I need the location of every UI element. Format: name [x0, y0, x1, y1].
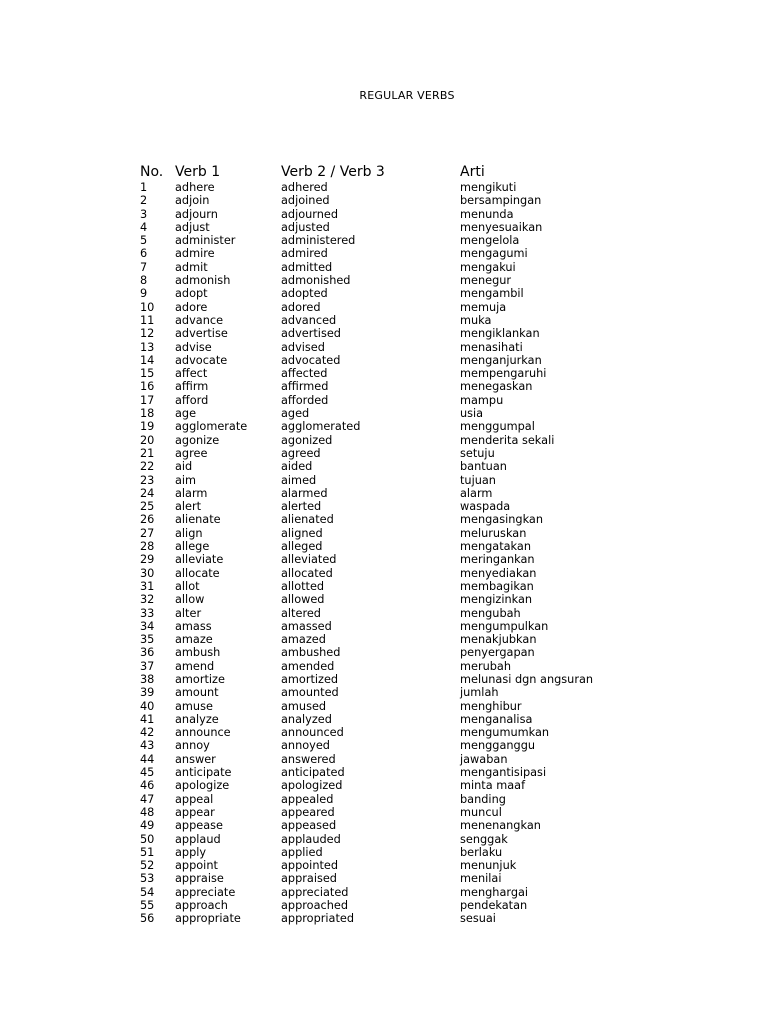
arti-cell: menunjuk — [460, 859, 517, 873]
arti-cell: mengambil — [460, 287, 524, 301]
verb1-cell: amend — [175, 659, 215, 673]
arti-cell: mempengaruhi — [460, 367, 547, 381]
row-number: 18 — [140, 407, 155, 421]
verb2-verb3-cell: aided — [281, 460, 313, 474]
row-number: 52 — [140, 859, 155, 873]
row-number: 41 — [140, 712, 155, 726]
row-number: 16 — [140, 380, 155, 394]
row-number: 51 — [140, 845, 155, 859]
verb2-verb3-cell: alarmed — [281, 486, 328, 500]
verb2-verb3-cell: ambushed — [281, 646, 341, 660]
row-number: 40 — [140, 699, 155, 713]
verb1-cell: alienate — [175, 513, 221, 527]
row-number: 5 — [140, 234, 148, 248]
verb1-cell: applaud — [175, 832, 221, 846]
row-number: 31 — [140, 579, 155, 593]
row-number: 32 — [140, 593, 155, 607]
arti-cell: sesuai — [460, 912, 496, 926]
verb1-cell: adhere — [175, 181, 215, 194]
verb2-verb3-cell: aged — [281, 407, 310, 421]
verb2-verb3-cell: amounted — [281, 686, 339, 700]
arti-cell: membagikan — [460, 579, 534, 593]
row-number: 29 — [140, 553, 155, 567]
verb1-cell: advance — [175, 313, 224, 327]
row-number: 35 — [140, 633, 155, 647]
row-number: 9 — [140, 287, 148, 301]
verb2-verb3-cell: appointed — [281, 859, 339, 873]
arti-cell: mengelola — [460, 234, 520, 248]
row-number: 20 — [140, 433, 155, 447]
verb2-verb3-cell: annoyed — [281, 739, 330, 753]
row-number: 28 — [140, 540, 155, 554]
arti-cell: mampu — [460, 393, 504, 407]
verb2-verb3-cell: agglomerated — [281, 420, 361, 434]
arti-cell: meringankan — [460, 553, 535, 567]
verb2-verb3-cell: amazed — [281, 633, 326, 647]
verb1-cell: allocate — [175, 566, 220, 580]
verb1-cell: allot — [175, 579, 200, 593]
verb1-cell: admonish — [175, 274, 231, 288]
verb2-verb3-cell: agonized — [281, 433, 333, 447]
verb1-cell: align — [175, 526, 203, 540]
row-number: 37 — [140, 659, 155, 673]
row-number: 15 — [140, 367, 155, 381]
verb2-verb3-cell: amortized — [281, 672, 339, 686]
row-number: 38 — [140, 672, 155, 686]
arti-cell: penyergapan — [460, 646, 535, 660]
row-number: 4 — [140, 220, 148, 234]
verb1-cell: anticipate — [175, 766, 232, 780]
verb1-cell: age — [175, 407, 197, 421]
verb1-cell: adjourn — [175, 207, 218, 221]
row-number: 23 — [140, 473, 155, 487]
row-number: 27 — [140, 526, 155, 540]
verb1-cell: amuse — [175, 699, 213, 713]
arti-cell: menenangkan — [460, 819, 541, 833]
verb1-cell: appropriate — [175, 912, 241, 926]
verb2-verb3-cell: advertised — [281, 327, 341, 341]
arti-cell: menyesuaikan — [460, 220, 543, 234]
verb2-verb3-cell: amended — [281, 659, 335, 673]
row-number: 6 — [140, 247, 148, 261]
row-number: 55 — [140, 899, 155, 913]
verb1-cell: ambush — [175, 646, 221, 660]
verb2-verb3-cell: admired — [281, 247, 328, 261]
arti-cell: jawaban — [460, 752, 508, 766]
verb2-verb3-cell: altered — [281, 606, 321, 620]
arti-cell: merubah — [460, 659, 512, 673]
verb1-cell: answer — [175, 752, 216, 766]
row-number: 44 — [140, 752, 155, 766]
verb1-cell: alter — [175, 606, 202, 620]
verb1-cell: admire — [175, 247, 215, 261]
verb1-cell: affirm — [175, 380, 209, 394]
verb1-cell: adjoin — [175, 194, 210, 208]
verb1-cell: agree — [175, 446, 208, 460]
verb1-cell: alarm — [175, 486, 208, 500]
verb2-verb3-cell: alerted — [281, 500, 322, 514]
verb1-cell: appraise — [175, 872, 224, 886]
verb2-verb3-cell: amused — [281, 699, 327, 713]
verb1-cell: appease — [175, 819, 223, 833]
verb2-verb3-cell: analyzed — [281, 712, 332, 726]
verb1-cell: agglomerate — [175, 420, 248, 434]
verb2-verb3-cell: afforded — [281, 393, 329, 407]
verb2-verb3-cell: allotted — [281, 579, 325, 593]
row-number: 2 — [140, 194, 148, 208]
verb2-verb3-cell: anticipated — [281, 766, 345, 780]
row-number: 22 — [140, 460, 155, 474]
verb2-verb3-cell: amassed — [281, 619, 332, 633]
header-verb1: Verb 1 — [175, 164, 221, 180]
verb2-verb3-cell: admonished — [281, 274, 351, 288]
verb2-verb3-cell: adjourned — [281, 207, 339, 221]
arti-cell: setuju — [460, 446, 495, 460]
row-number: 13 — [140, 340, 155, 354]
verb2-verb3-cell: adjusted — [281, 220, 330, 234]
row-number: 21 — [140, 446, 155, 460]
verb2-verb3-cell: appeased — [281, 819, 337, 833]
verb2-verb3-cell: advanced — [281, 313, 337, 327]
arti-cell: menganjurkan — [460, 353, 542, 367]
verb2-verb3-cell: appealed — [281, 792, 334, 806]
verb1-cell: agonize — [175, 433, 220, 447]
verb1-cell: advise — [175, 340, 212, 354]
verb1-cell: amaze — [175, 633, 213, 647]
verb1-cell: appear — [175, 805, 215, 819]
verb2-verb3-cell: alienated — [281, 513, 334, 527]
verb2-verb3-cell: adored — [281, 300, 321, 314]
arti-cell: mengumumkan — [460, 726, 550, 740]
arti-cell: senggak — [460, 832, 508, 846]
row-number: 39 — [140, 686, 155, 700]
verb2-verb3-cell: adopted — [281, 287, 328, 301]
verb2-verb3-cell: administered — [281, 234, 356, 248]
verb2-verb3-cell: aimed — [281, 473, 317, 487]
verb1-cell: amortize — [175, 672, 225, 686]
arti-cell: menganalisa — [460, 712, 533, 726]
arti-cell: mengikuti — [460, 181, 517, 194]
arti-cell: menghargai — [460, 885, 529, 899]
row-number: 34 — [140, 619, 155, 633]
row-number: 12 — [140, 327, 155, 341]
arti-cell: mengganggu — [460, 739, 536, 753]
row-number: 3 — [140, 207, 148, 221]
row-number: 54 — [140, 885, 155, 899]
row-number: 7 — [140, 260, 148, 274]
arti-cell: menggumpal — [460, 420, 535, 434]
verb2-verb3-cell: appreciated — [281, 885, 349, 899]
verb1-cell: amount — [175, 686, 219, 700]
arti-cell: menegaskan — [460, 380, 533, 394]
header-no: No. — [140, 164, 164, 180]
row-number: 46 — [140, 779, 155, 793]
arti-cell: menunda — [460, 207, 514, 221]
row-number: 47 — [140, 792, 155, 806]
verb1-cell: adopt — [175, 287, 208, 301]
verb1-cell: adore — [175, 300, 208, 314]
arti-cell: banding — [460, 792, 506, 806]
verb1-cell: alleviate — [175, 553, 224, 567]
verb2-verb3-cell: applied — [281, 845, 323, 859]
arti-cell: mengiklankan — [460, 327, 540, 341]
verb1-cell: afford — [175, 393, 209, 407]
arti-cell: waspada — [460, 500, 511, 514]
arti-cell: mengizinkan — [460, 593, 533, 607]
row-number: 26 — [140, 513, 155, 527]
row-number: 56 — [140, 912, 155, 926]
arti-cell: menghibur — [460, 699, 522, 713]
row-number: 10 — [140, 300, 155, 314]
verb1-cell: appoint — [175, 859, 218, 873]
arti-cell: mengakui — [460, 260, 516, 274]
row-number: 42 — [140, 726, 155, 740]
verb2-verb3-cell: approached — [281, 899, 348, 913]
arti-cell: bantuan — [460, 460, 507, 474]
verb1-cell: allow — [175, 593, 205, 607]
verb1-cell: appreciate — [175, 885, 236, 899]
row-number: 8 — [140, 274, 148, 288]
row-number: 45 — [140, 766, 155, 780]
verb1-cell: administer — [175, 234, 236, 248]
arti-cell: menegur — [460, 274, 512, 288]
verb2-verb3-cell: appraised — [281, 872, 337, 886]
arti-cell: memuja — [460, 300, 507, 314]
row-number: 53 — [140, 872, 155, 886]
verb2-verb3-cell: aligned — [281, 526, 323, 540]
row-number: 43 — [140, 739, 155, 753]
page-title: REGULAR VERBS — [359, 89, 455, 102]
verb2-verb3-cell: allowed — [281, 593, 325, 607]
verb1-cell: advertise — [175, 327, 228, 341]
arti-cell: muka — [460, 313, 492, 327]
verb2-verb3-cell: admitted — [281, 260, 333, 274]
verb2-verb3-cell: appropriated — [281, 912, 354, 926]
arti-cell: pendekatan — [460, 899, 528, 913]
arti-cell: menyediakan — [460, 566, 537, 580]
verb2-verb3-cell: answered — [281, 752, 336, 766]
arti-cell: mengubah — [460, 606, 521, 620]
arti-cell: bersampingan — [460, 194, 542, 208]
verb1-cell: aim — [175, 473, 197, 487]
verb1-cell: allege — [175, 540, 210, 554]
arti-cell: alarm — [460, 486, 493, 500]
verb2-verb3-cell: adjoined — [281, 194, 330, 208]
verb2-verb3-cell: affirmed — [281, 380, 329, 394]
row-number: 17 — [140, 393, 155, 407]
arti-cell: mengasingkan — [460, 513, 543, 527]
header-arti: Arti — [460, 164, 485, 180]
verb2-verb3-cell: appeared — [281, 805, 335, 819]
verb1-cell: alert — [175, 500, 202, 514]
arti-cell: mengumpulkan — [460, 619, 549, 633]
verb2-verb3-cell: affected — [281, 367, 328, 381]
row-number: 14 — [140, 353, 155, 367]
verb1-cell: apply — [175, 845, 207, 859]
verb1-cell: appeal — [175, 792, 214, 806]
verb2-verb3-cell: adhered — [281, 181, 328, 194]
verb1-cell: advocate — [175, 353, 228, 367]
arti-cell: menderita sekali — [460, 433, 555, 447]
row-number: 1 — [140, 181, 148, 194]
row-number: 19 — [140, 420, 155, 434]
verb2-verb3-cell: advocated — [281, 353, 341, 367]
arti-cell: meluruskan — [460, 526, 527, 540]
row-number: 36 — [140, 646, 155, 660]
arti-cell: menakjubkan — [460, 633, 537, 647]
row-number: 11 — [140, 313, 155, 327]
row-number: 49 — [140, 819, 155, 833]
verb1-cell: adjust — [175, 220, 210, 234]
arti-cell: mengatakan — [460, 540, 531, 554]
arti-cell: berlaku — [460, 845, 503, 859]
row-number: 30 — [140, 566, 155, 580]
row-number: 25 — [140, 500, 155, 514]
row-number: 48 — [140, 805, 155, 819]
verb2-verb3-cell: apologized — [281, 779, 343, 793]
arti-cell: jumlah — [460, 686, 499, 700]
row-number: 50 — [140, 832, 155, 846]
verb2-verb3-cell: allocated — [281, 566, 333, 580]
verb1-cell: affect — [175, 367, 208, 381]
verb2-verb3-cell: announced — [281, 726, 344, 740]
arti-cell: tujuan — [460, 473, 496, 487]
verb2-verb3-cell: applauded — [281, 832, 341, 846]
verb1-cell: amass — [175, 619, 212, 633]
arti-cell: menilai — [460, 872, 502, 886]
arti-cell: mengagumi — [460, 247, 528, 261]
arti-cell: usia — [460, 407, 484, 421]
row-number: 33 — [140, 606, 155, 620]
verb2-verb3-cell: agreed — [281, 446, 321, 460]
verb2-verb3-cell: alleviated — [281, 553, 337, 567]
verb1-cell: approach — [175, 899, 228, 913]
verb1-cell: annoy — [175, 739, 210, 753]
verb1-cell: apologize — [175, 779, 230, 793]
verb1-cell: aid — [175, 460, 193, 474]
row-number: 24 — [140, 486, 155, 500]
verb1-cell: analyze — [175, 712, 219, 726]
verb2-verb3-cell: advised — [281, 340, 325, 354]
verb1-cell: admit — [175, 260, 208, 274]
verb2-verb3-cell: alleged — [281, 540, 323, 554]
arti-cell: minta maaf — [460, 779, 526, 793]
arti-cell: menasihati — [460, 340, 523, 354]
arti-cell: muncul — [460, 805, 502, 819]
header-verb2-verb3: Verb 2 / Verb 3 — [281, 164, 385, 180]
verb1-cell: announce — [175, 726, 231, 740]
arti-cell: mengantisipasi — [460, 766, 547, 780]
arti-cell: melunasi dgn angsuran — [460, 672, 594, 686]
